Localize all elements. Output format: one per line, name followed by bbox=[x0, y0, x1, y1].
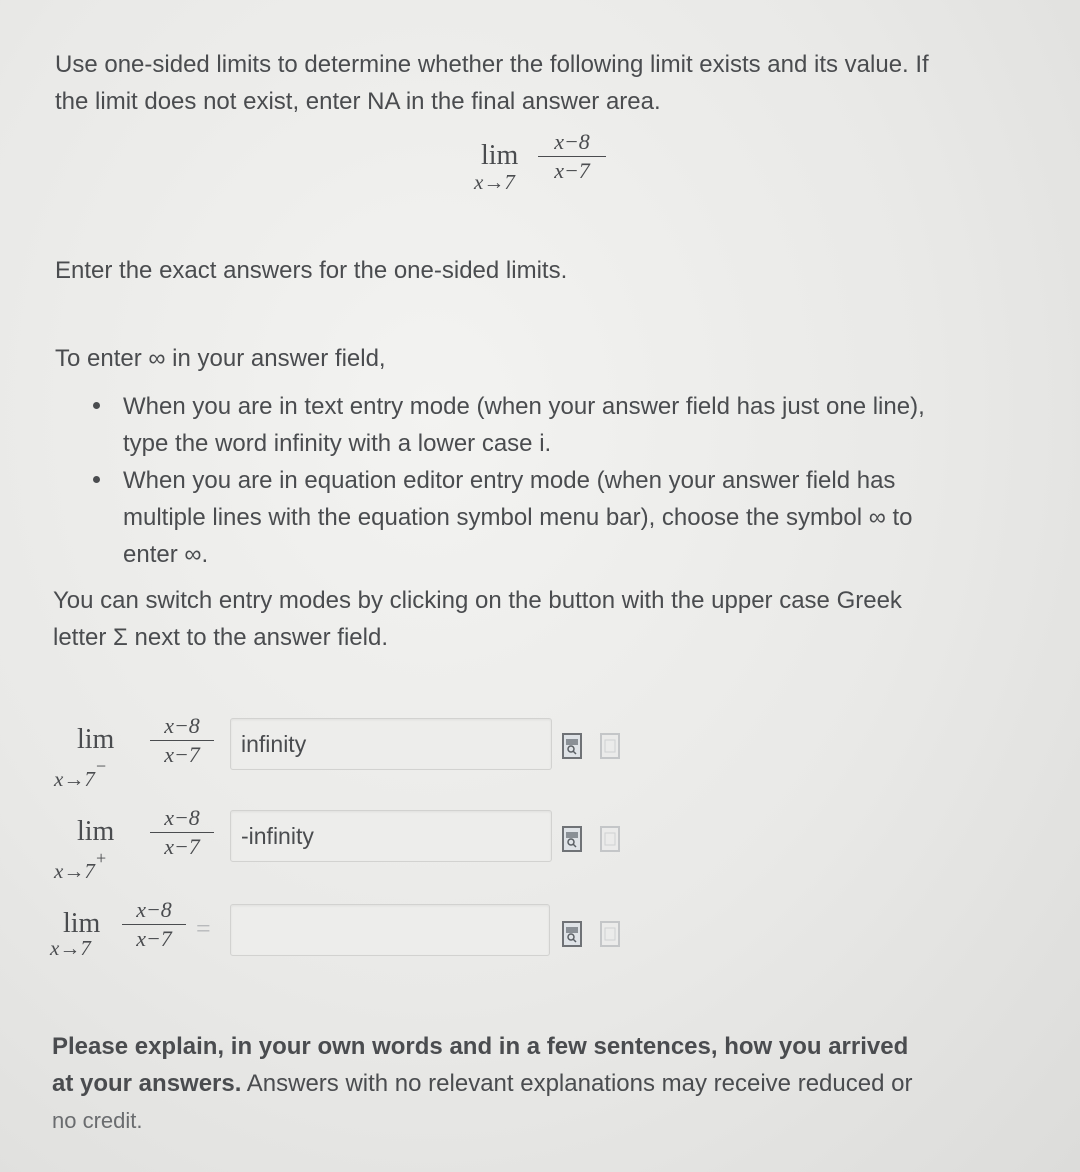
main-lim: lim bbox=[481, 140, 519, 171]
main-numerator: x−8 bbox=[554, 129, 590, 154]
explain-rest-part: Answers with no relevant explanations may receive reduced or bbox=[241, 1070, 913, 1097]
lim-sub-text: x→7 bbox=[54, 859, 95, 883]
bullet1-line2: type the word infinity with a lower case i. bbox=[123, 430, 552, 457]
switch-mode-note bbox=[53, 582, 1033, 656]
denominator: x−7 bbox=[164, 742, 200, 767]
explanation-prompt bbox=[52, 1028, 1042, 1139]
fraction-bar bbox=[122, 924, 186, 925]
lim-sub-text: x→7 bbox=[54, 767, 95, 791]
lim-word: lim bbox=[77, 724, 115, 755]
explain-line2 bbox=[52, 1065, 1042, 1102]
fraction-bar bbox=[150, 740, 214, 741]
bullet-dot bbox=[93, 476, 100, 483]
document-icon[interactable] bbox=[600, 733, 620, 759]
lim-word: lim bbox=[63, 908, 101, 939]
instructions-line-2: the limit does not exist, enter NA in the final answer area. bbox=[55, 88, 661, 115]
two-sided-limit-answer-input[interactable] bbox=[230, 904, 550, 956]
equation-editor-toggle-icon[interactable] bbox=[562, 826, 582, 852]
document-icon[interactable] bbox=[600, 826, 620, 852]
numerator: x−8 bbox=[164, 713, 200, 738]
side-sign-minus: − bbox=[94, 756, 107, 776]
instructions bbox=[55, 46, 1045, 120]
lim-word: lim bbox=[77, 816, 115, 847]
explain-line1: Please explain, in your own words and in a few sentences, how you arrived bbox=[52, 1033, 909, 1060]
left-limit-answer-input[interactable] bbox=[230, 718, 552, 770]
switch-note-line2: letter Σ next to the answer field. bbox=[53, 624, 389, 651]
fraction bbox=[150, 714, 214, 767]
bullet1-line1: When you are in text entry mode (when your answer field has just one line), bbox=[123, 393, 925, 420]
bullet-text-mode bbox=[123, 388, 1023, 462]
equation-editor-toggle-icon[interactable] bbox=[562, 921, 582, 947]
explain-bold-part: at your answers. bbox=[52, 1070, 242, 1097]
main-fraction-bar bbox=[538, 156, 606, 157]
lim-sub bbox=[54, 756, 107, 792]
exact-answers-note: Enter the exact answers for the one-sided limits. bbox=[55, 257, 568, 284]
explain-line3: no credit. bbox=[52, 1108, 143, 1133]
main-lim-sub: x→7 bbox=[474, 170, 515, 194]
switch-note-line1: You can switch entry modes by clicking on the button with the upper case Greek bbox=[53, 587, 902, 614]
fraction-bar bbox=[150, 832, 214, 833]
numerator: x−8 bbox=[164, 805, 200, 830]
infinity-help-intro: To enter ∞ in your answer field, bbox=[55, 345, 386, 372]
denominator: x−7 bbox=[164, 834, 200, 859]
right-limit-answer-input[interactable] bbox=[230, 810, 552, 862]
numerator: x−8 bbox=[136, 897, 172, 922]
fraction bbox=[122, 898, 186, 951]
lim-sub: x→7 bbox=[50, 936, 91, 960]
side-sign-plus: + bbox=[94, 848, 107, 868]
denominator: x−7 bbox=[136, 926, 172, 951]
lim-sub bbox=[54, 848, 107, 884]
equation-editor-toggle-icon[interactable] bbox=[562, 733, 582, 759]
infinity-help-list bbox=[123, 388, 1023, 573]
bullet2-line3: enter ∞. bbox=[123, 541, 209, 568]
bullet2-line2: multiple lines with the equation symbol menu bar), choose the symbol ∞ to bbox=[123, 504, 913, 531]
main-fraction bbox=[538, 130, 606, 183]
instructions-line-1: Use one-sided limits to determine whether the following limit exists and its value. If bbox=[55, 51, 929, 78]
bullet2-line1: When you are in equation editor entry mode (when your answer field has bbox=[123, 467, 896, 494]
bullet-dot bbox=[93, 402, 100, 409]
document-icon[interactable] bbox=[600, 921, 620, 947]
bullet-equation-mode bbox=[123, 462, 1023, 573]
main-denominator: x−7 bbox=[554, 158, 590, 183]
fraction bbox=[150, 806, 214, 859]
equals-sign: = bbox=[196, 914, 211, 943]
